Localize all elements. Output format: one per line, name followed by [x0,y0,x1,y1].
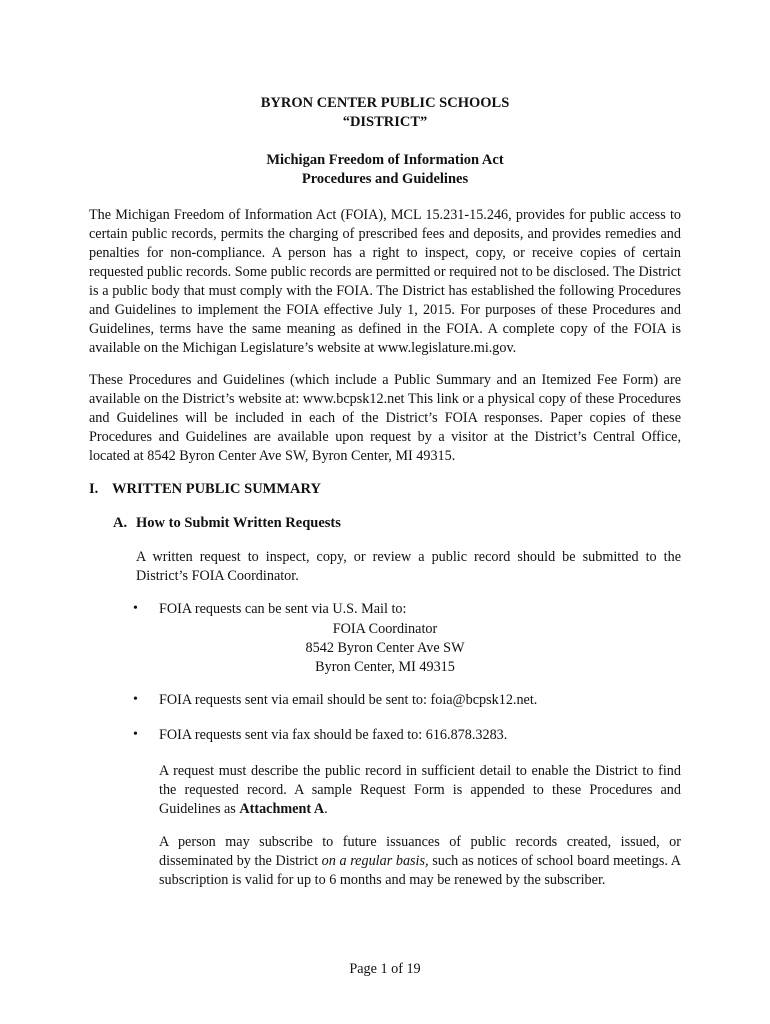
district-name: BYRON CENTER PUBLIC SCHOOLS [260,95,510,111]
bullet-email-text: FOIA requests sent via email should be sent to: [159,692,431,708]
section-number: I. [89,481,99,497]
request-detail-paragraph [159,762,681,819]
bullet-fax: FOIA requests sent via fax should be faxed to: 616.878.3283. [159,727,508,743]
subscription-italic: on a regular basis, [321,853,429,869]
subscription-paragraph [159,833,681,890]
page-number: Page 1 of 19 [349,961,421,977]
attachment-reference: Attachment A [239,801,325,817]
bullet-icon: • [133,601,138,616]
intro-paragraph: The Michigan Freedom of Information Act (FOIA), MCL 15.231-15.246, provides for public access to certain public records, permits the charging of prescribed fees and deposits, and provides remedies and penalties for non-compliance. A person has a right to inspect, copy, or receive copies of certain requested public records. Some public records are permitted or required not to be disclosed. The District is a public body that must comply with the FOIA. The District has established the following Procedures and Guidelines to implement the FOIA effective July 1, 2015. For purposes of these Procedures and Guidelines, terms have the same meaning as defined in the FOIA. A complete copy of the FOIA is available on the Michigan Legislature’s website at www.legislature.mi.gov. [89,207,681,356]
bullet-icon: • [133,727,138,742]
district-alias: “DISTRICT” [342,114,428,130]
section-title: WRITTEN PUBLIC SUMMARY [112,481,321,497]
bullet-mail: FOIA requests can be sent via U.S. Mail to: [159,601,407,617]
subscription-text-a: A person may subscribe to future issuances of public records created, issued, or disseminated by the District [159,834,681,869]
availability-paragraph: These Procedures and Guidelines (which include a Public Summary and an Itemized Fee Form) are available on the District’s website at: www.bcpsk12.net This link or a physical copy of these Procedures and Guidelines will be included in each of the District’s FOIA responses. Paper copies of these Procedures and Guidelines are available upon request by a visitor at the District’s Central Office, located at 8542 Byron Center Ave SW, Byron Center, MI 49315. [89,372,681,464]
bullet-email [159,692,537,709]
address-line-2: 8542 Byron Center Ave SW [305,640,465,656]
subsection-title: How to Submit Written Requests [136,515,341,531]
bullet-icon: • [133,692,138,707]
foia-email-link[interactable]: foia@bcpsk12.net [430,692,534,708]
subsection-letter: A. [113,515,128,531]
bullet-email-suffix: . [533,692,538,708]
period: . [324,801,328,817]
doc-title: Michigan Freedom of Information Act [266,152,504,168]
doc-subtitle: Procedures and Guidelines [301,171,469,187]
request-detail-text: A request must describe the public record in sufficient detail to enable the District to find the requested record. A sample Request Form is appended to these Procedures and Guidelines as [159,763,681,817]
submit-paragraph: A written request to inspect, copy, or review a public record should be submitted to the District’s FOIA Coordinator. [136,549,681,584]
subscription-text-b: such as notices of school board meetings. A subscription is valid for up to 6 months and may be renewed by the subscriber. [159,853,681,888]
address-line-3: Byron Center, MI 49315 [315,659,455,675]
address-line-1: FOIA Coordinator [332,621,438,637]
